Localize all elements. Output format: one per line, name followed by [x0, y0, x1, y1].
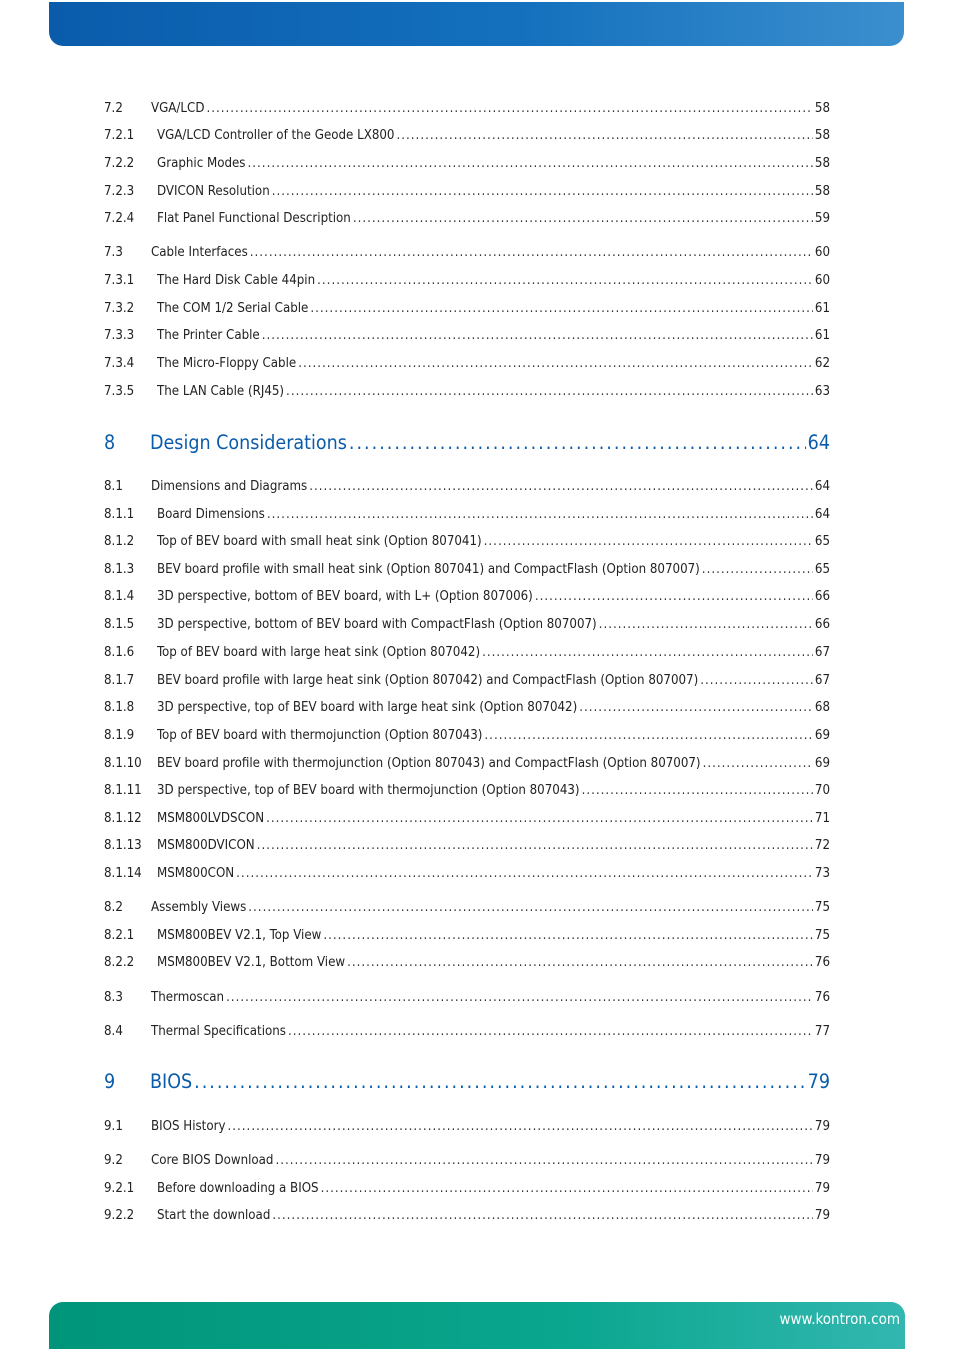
toc-entry-number: 8.1.6 [104, 645, 135, 660]
dot-leader [309, 478, 813, 496]
toc-chapter-entry[interactable] [104, 431, 830, 455]
toc-entry-number: 8.1.13 [104, 838, 142, 853]
toc-entry[interactable] [104, 727, 830, 745]
toc-entry-page: 77 [814, 1024, 830, 1039]
toc-entry-title: The Hard Disk Cable 44pin [157, 273, 316, 288]
toc-entry-title: Dimensions and Diagrams [151, 479, 308, 494]
toc-entry[interactable] [104, 1118, 830, 1136]
toc-entry-number: 8.1.10 [104, 756, 142, 771]
toc-entry-title: BIOS History [151, 1119, 226, 1134]
dot-leader [599, 616, 813, 634]
toc-entry-title: Top of BEV board with large heat sink (Option 807042) [157, 645, 481, 660]
toc-entry-number: 7.3.4 [104, 356, 135, 371]
dot-leader [286, 383, 813, 401]
toc-entry[interactable] [104, 127, 830, 145]
dot-leader [703, 755, 813, 773]
toc-entry-number: 8.1.14 [104, 866, 142, 881]
dot-leader [317, 272, 813, 290]
toc-entry[interactable] [104, 954, 830, 972]
toc-entry-number: 9.2 [104, 1153, 123, 1168]
toc-entry-number: 8.1.8 [104, 700, 135, 715]
toc-entry-page: 60 [814, 273, 830, 288]
toc-entry[interactable] [104, 810, 830, 828]
toc-entry[interactable] [104, 533, 830, 551]
toc-entry-page: 59 [814, 211, 830, 226]
dot-leader [248, 155, 813, 173]
toc-entry-number: 8.1.5 [104, 617, 135, 632]
toc-entry-title: The COM 1/2 Serial Cable [157, 301, 309, 316]
toc-entry[interactable] [104, 155, 830, 173]
toc-entry-title: Thermoscan [151, 990, 225, 1005]
toc-entry-title: Before downloading a BIOS [157, 1181, 319, 1196]
toc-entry-title: Thermal Specifications [151, 1024, 286, 1039]
dot-leader [227, 1118, 812, 1136]
toc-entry-page: 67 [814, 645, 830, 660]
toc-entry-number: 7.2.2 [104, 156, 135, 171]
toc-entry-title: 3D perspective, bottom of BEV board with CompactFlash (Option 807007) [157, 617, 597, 632]
toc-entry-page: 63 [814, 384, 830, 399]
toc-entry-title: VGA/LCD Controller of the Geode LX800 [157, 128, 395, 143]
toc-entry-number: 8.1.3 [104, 562, 135, 577]
toc-entry-page: 71 [814, 811, 830, 826]
toc-entry-number: 8.4 [104, 1024, 123, 1039]
toc-entry-title: MSM800LVDSCON [157, 811, 265, 826]
toc-chapter-entry[interactable] [104, 1070, 830, 1094]
dot-leader [262, 327, 813, 345]
toc-entry-title: Board Dimensions [157, 507, 265, 522]
toc-entry[interactable] [104, 244, 830, 262]
toc-entry-number: 7.3 [104, 245, 123, 260]
toc-entry[interactable] [104, 1180, 830, 1198]
toc-entry-title: Design Considerations [150, 431, 347, 454]
toc-entry-title: Cable Interfaces [151, 245, 248, 260]
toc-entry[interactable] [104, 927, 830, 945]
toc-entry[interactable] [104, 383, 830, 401]
toc-entry-page: 76 [814, 955, 830, 970]
footer-url[interactable]: www.kontron.com [779, 1310, 900, 1328]
toc-entry[interactable] [104, 506, 830, 524]
toc-entry-number: 8.1.4 [104, 589, 135, 604]
toc-entry-number: 7.2 [104, 101, 123, 116]
toc-entry[interactable] [104, 272, 830, 290]
toc-entry-title: Top of BEV board with thermojunction (Option 807043) [157, 728, 483, 743]
toc-entry-page: 58 [814, 184, 830, 199]
toc-entry-page: 65 [814, 534, 830, 549]
toc-entry-page: 79 [814, 1208, 830, 1223]
toc-entry-page: 68 [814, 700, 830, 715]
dot-leader [206, 100, 812, 118]
toc-entry-number: 8.1.9 [104, 728, 135, 743]
toc-entry-page: 64 [807, 431, 830, 454]
toc-entry[interactable] [104, 1152, 830, 1170]
dot-leader [396, 127, 812, 145]
dot-leader [236, 865, 813, 883]
toc-entry[interactable] [104, 644, 830, 662]
toc-entry-title: The LAN Cable (RJ45) [157, 384, 285, 399]
toc-entry-number: 9.2.1 [104, 1181, 135, 1196]
toc-entry-number: 8.1 [104, 479, 123, 494]
dot-leader [298, 355, 813, 373]
toc-entry[interactable] [104, 478, 830, 496]
toc-entry-number: 8.3 [104, 990, 123, 1005]
toc-entry-title: VGA/LCD [151, 101, 205, 116]
toc-entry-number: 8.2.1 [104, 928, 135, 943]
toc-entry-page: 75 [814, 900, 830, 915]
toc-entry-page: 65 [814, 562, 830, 577]
toc-entry[interactable] [104, 100, 830, 118]
toc-entry-page: 64 [814, 507, 830, 522]
footer-banner [49, 1302, 905, 1349]
toc-entry-page: 58 [814, 156, 830, 171]
toc-entry-number: 7.3.3 [104, 328, 135, 343]
header-banner [49, 2, 904, 46]
toc-entry-page: 62 [814, 356, 830, 371]
dot-leader [288, 1023, 813, 1041]
toc-entry-title: BIOS [150, 1070, 193, 1093]
toc-entry[interactable] [104, 1207, 830, 1225]
toc-entry-page: 79 [814, 1181, 830, 1196]
toc-entry[interactable] [104, 327, 830, 345]
dot-leader [347, 954, 813, 972]
toc-entry-page: 79 [814, 1119, 830, 1134]
toc-entry-number: 7.2.1 [104, 128, 135, 143]
toc-entry-title: The Printer Cable [157, 328, 260, 343]
toc-entry-number: 9.2.2 [104, 1208, 135, 1223]
dot-leader [266, 810, 813, 828]
dot-leader [275, 1152, 812, 1170]
toc-entry-number: 8.2.2 [104, 955, 135, 970]
toc-entry[interactable] [104, 616, 830, 634]
dot-leader [700, 672, 813, 690]
dot-leader [194, 1070, 806, 1094]
toc-entry-page: 69 [814, 756, 830, 771]
toc-entry-number: 8.1.7 [104, 673, 135, 688]
toc-entry-number: 8.1.11 [104, 783, 142, 798]
toc-entry-number: 8.2 [104, 900, 123, 915]
toc-entry-title: MSM800DVICON [157, 838, 255, 853]
toc-entry-number: 7.2.4 [104, 211, 135, 226]
toc-entry[interactable] [104, 588, 830, 606]
toc-entry-title: MSM800BEV V2.1, Bottom View [157, 955, 346, 970]
toc-entry[interactable] [104, 183, 830, 201]
dot-leader [272, 183, 813, 201]
toc-entry-title: 3D perspective, top of BEV board with thermojunction (Option 807043) [157, 783, 580, 798]
dot-leader [248, 899, 813, 917]
dot-leader [310, 300, 813, 318]
toc-entry-number: 8.1.2 [104, 534, 135, 549]
toc-entry-title: Top of BEV board with small heat sink (Option 807041) [157, 534, 482, 549]
dot-leader [257, 837, 813, 855]
dot-leader [349, 431, 806, 455]
toc-entry-number: 8.1.12 [104, 811, 142, 826]
toc-entry-number: 9.1 [104, 1119, 123, 1134]
toc-entry-page: 67 [814, 673, 830, 688]
toc-entry-number: 7.3.1 [104, 273, 135, 288]
toc-entry-title: Core BIOS Download [151, 1153, 274, 1168]
dot-leader [535, 588, 813, 606]
toc-entry-page: 75 [814, 928, 830, 943]
toc-entry-page: 73 [814, 866, 830, 881]
dot-leader [267, 506, 813, 524]
toc-entry-page: 72 [814, 838, 830, 853]
dot-leader [579, 699, 813, 717]
dot-leader [702, 561, 813, 579]
toc-entry-page: 79 [814, 1153, 830, 1168]
toc-entry-page: 58 [814, 128, 830, 143]
dot-leader [353, 210, 813, 228]
toc-entry[interactable] [104, 837, 830, 855]
toc-entry-title: MSM800BEV V2.1, Top View [157, 928, 322, 943]
toc-entry-number: 8 [104, 431, 116, 454]
toc-entry[interactable] [104, 355, 830, 373]
toc-entry-title: Assembly Views [151, 900, 247, 915]
dot-leader [484, 727, 813, 745]
toc-entry-number: 7.3.2 [104, 301, 135, 316]
toc-entry-page: 60 [814, 245, 830, 260]
toc-entry-title: Flat Panel Functional Description [157, 211, 351, 226]
toc-entry-page: 61 [814, 301, 830, 316]
dot-leader [226, 989, 813, 1007]
toc-entry-page: 61 [814, 328, 830, 343]
dot-leader [484, 533, 813, 551]
toc-entry-title: BEV board profile with small heat sink (Option 807041) and CompactFlash (Option 807007) [157, 562, 700, 577]
toc-entry-page: 69 [814, 728, 830, 743]
toc-entry[interactable] [104, 210, 830, 228]
dot-leader [482, 644, 813, 662]
toc-entry-page: 70 [814, 783, 830, 798]
toc-entry[interactable] [104, 899, 830, 917]
toc-entry[interactable] [104, 865, 830, 883]
toc-entry-page: 76 [814, 990, 830, 1005]
toc-entry-title: DVICON Resolution [157, 184, 270, 199]
toc-entry-title: 3D perspective, bottom of BEV board, with L+ (Option 807006) [157, 589, 533, 604]
dot-leader [582, 782, 813, 800]
dot-leader [323, 927, 813, 945]
toc-entry-page: 58 [814, 101, 830, 116]
toc-entry-number: 9 [104, 1070, 116, 1093]
toc-entry[interactable] [104, 755, 830, 773]
dot-leader [321, 1180, 813, 1198]
toc-entry[interactable] [104, 782, 830, 800]
toc-entry-page: 66 [814, 617, 830, 632]
toc-entry-title: BEV board profile with large heat sink (Option 807042) and CompactFlash (Option 807007) [157, 673, 699, 688]
toc-entry-number: 7.3.5 [104, 384, 135, 399]
toc-entry-title: 3D perspective, top of BEV board with large heat sink (Option 807042) [157, 700, 578, 715]
toc-entry-title: MSM800CON [157, 866, 235, 881]
toc-entry-page: 64 [814, 479, 830, 494]
toc-entry[interactable] [104, 561, 830, 579]
toc-entry[interactable] [104, 672, 830, 690]
toc-entry-page: 66 [814, 589, 830, 604]
toc-entry-title: Graphic Modes [157, 156, 246, 171]
toc-entry-number: 7.2.3 [104, 184, 135, 199]
toc-entry-title: BEV board profile with thermojunction (Option 807043) and CompactFlash (Option 807007) [157, 756, 701, 771]
toc-entry[interactable] [104, 300, 830, 318]
toc-entry[interactable] [104, 699, 830, 717]
toc-entry-title: The Micro-Floppy Cable [157, 356, 297, 371]
toc-entry-page: 79 [807, 1070, 830, 1093]
toc-entry-title: Start the download [157, 1208, 271, 1223]
toc-entry[interactable] [104, 1023, 830, 1041]
toc-entry-number: 8.1.1 [104, 507, 135, 522]
dot-leader [272, 1207, 813, 1225]
dot-leader [250, 244, 813, 262]
toc-entry[interactable] [104, 989, 830, 1007]
